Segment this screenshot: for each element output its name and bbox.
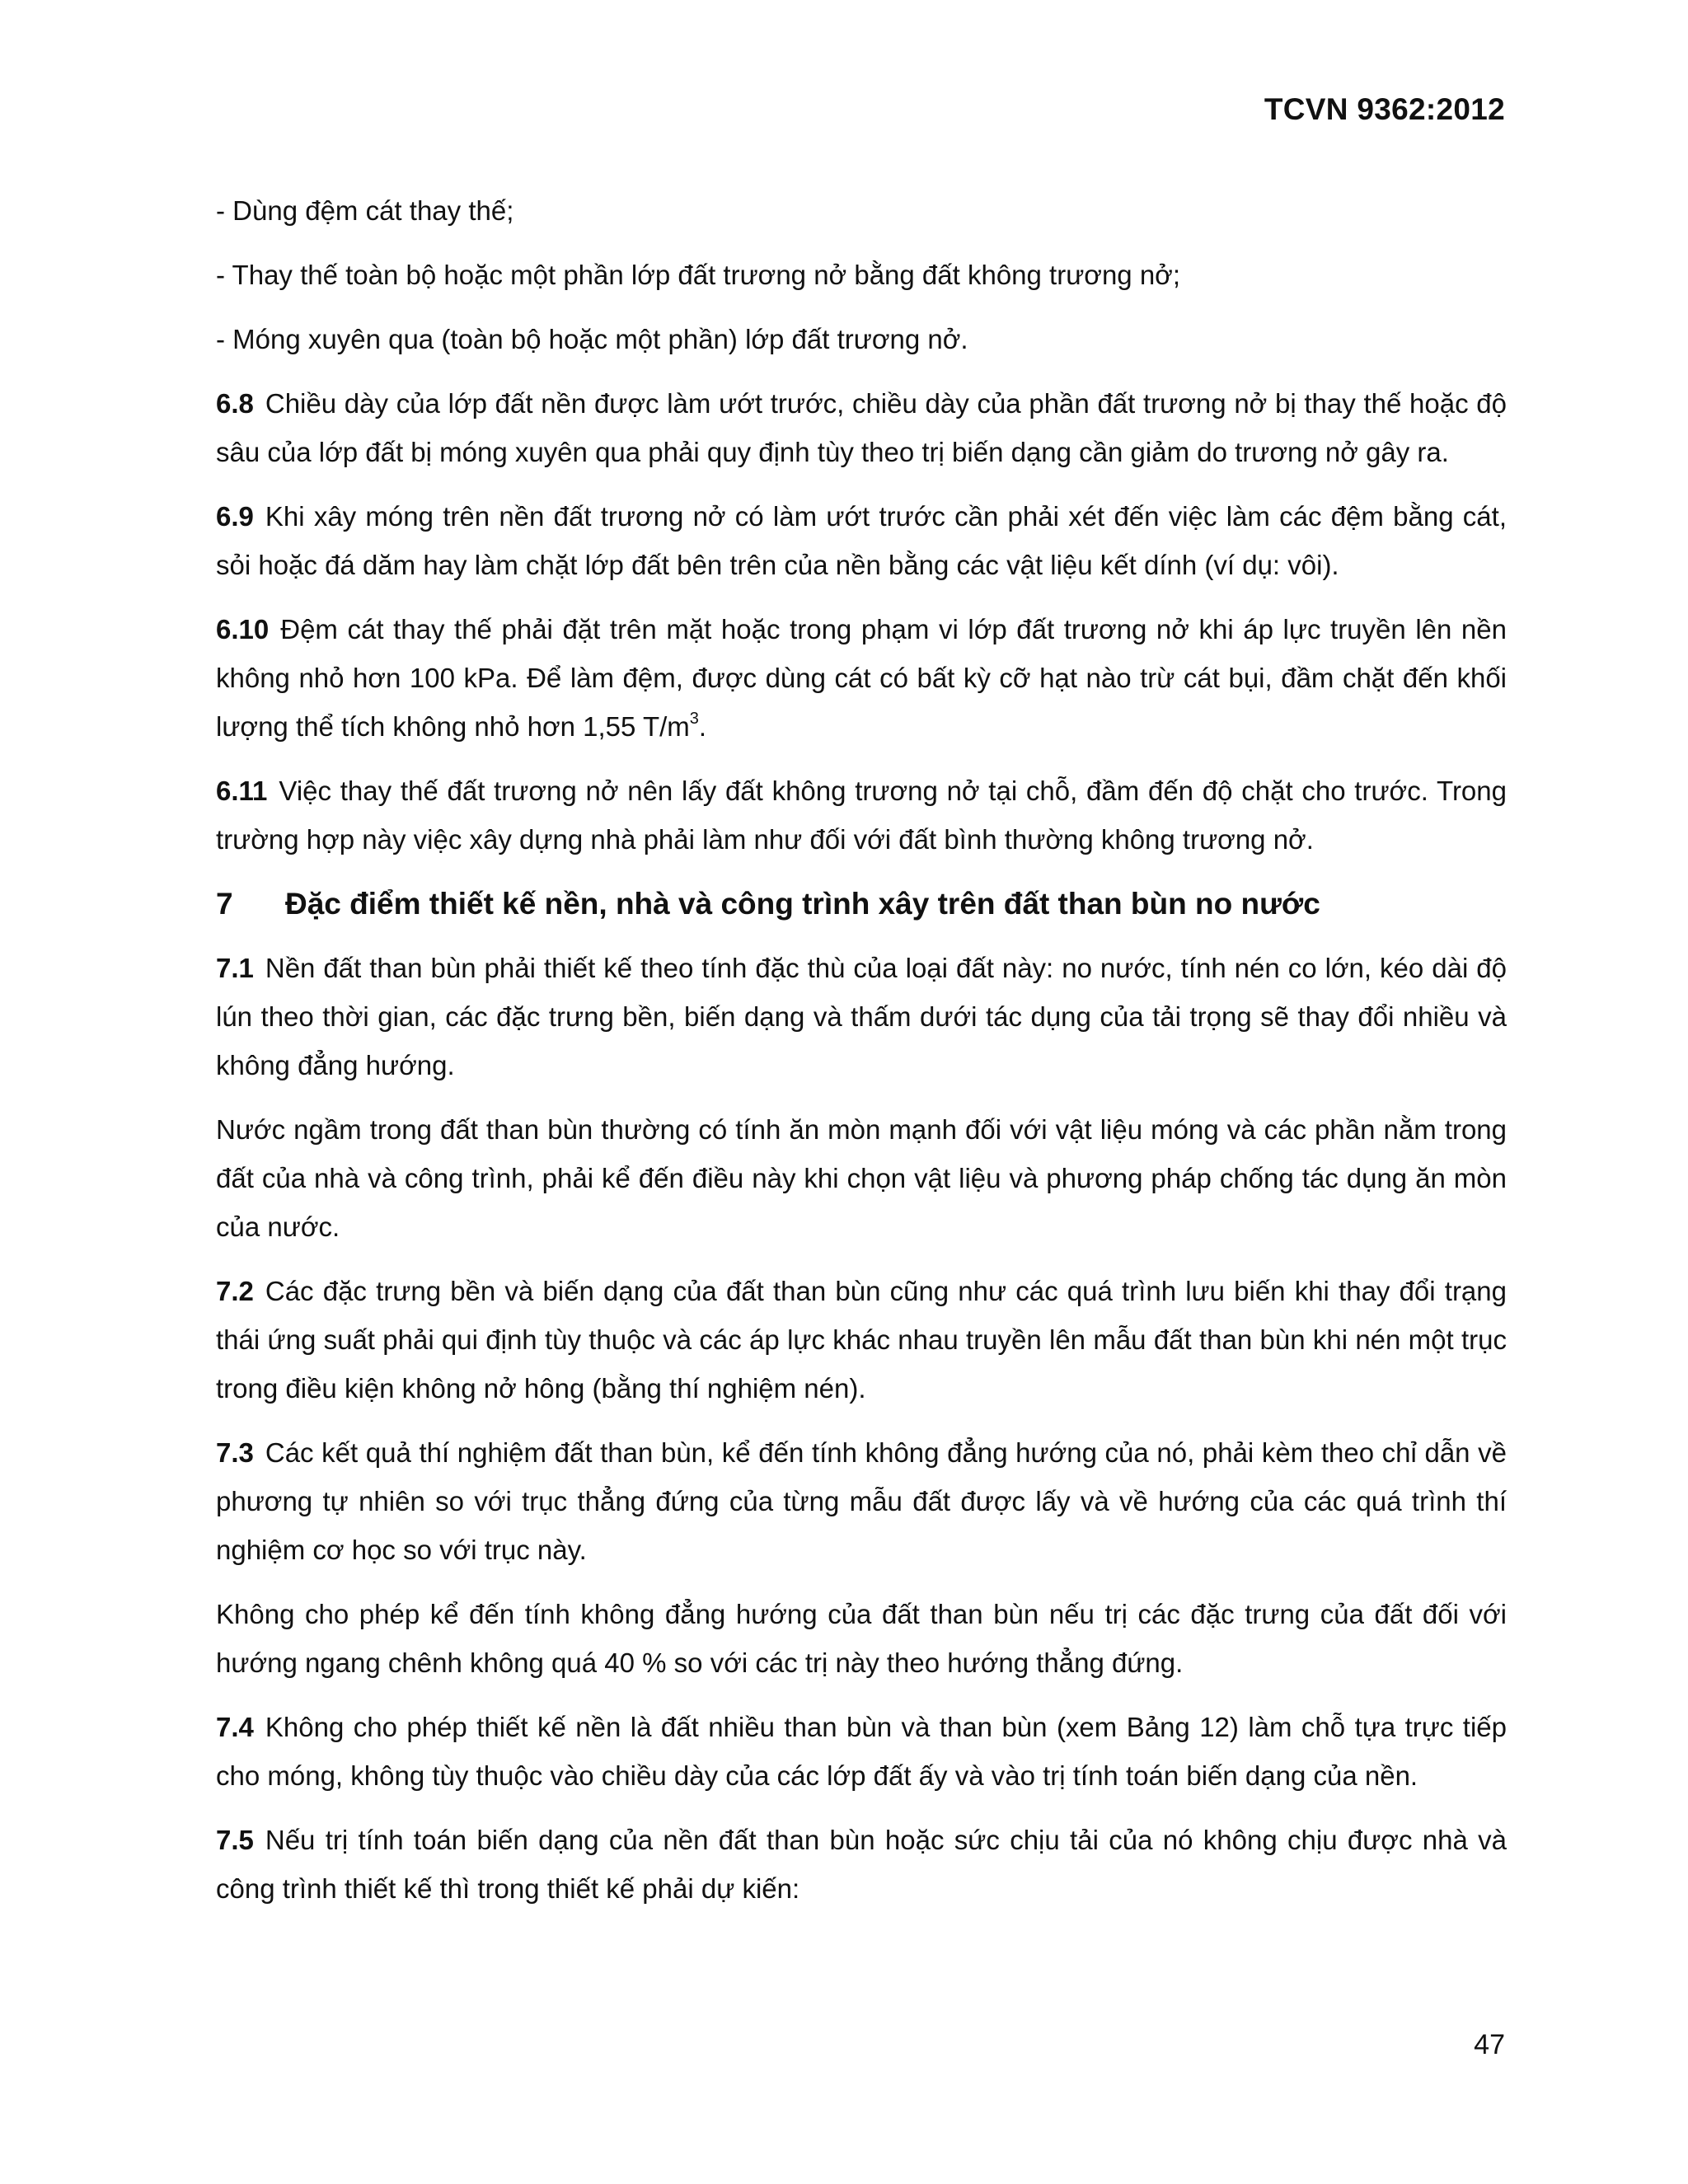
clause-end: . — [698, 711, 707, 742]
clause-7-4 — [216, 1703, 1507, 1800]
section-number: 7 — [216, 887, 233, 921]
clause-7-3 — [216, 1428, 1507, 1574]
clause-text: Các đặc trưng bền và biến dạng của đất than bùn cũng như các quá trình lưu biến khi thay đổi trạng thái ứng suất phải qui định tùy thuộc và các áp lực khác nhau truyền lên mẫu đất than bùn khi nén một trục trong điều kiện không nở hông (bằng thí nghiệm nén). — [216, 1276, 1507, 1404]
clause-text: Nếu trị tính toán biến dạng của nền đất than bùn hoặc sức chịu tải của nó không chịu được nhà và công trình thiết kế thì trong thiết kế phải dự kiến: — [216, 1825, 1507, 1904]
clause-text: Khi xây móng trên nền đất trương nở có làm ướt trước cần phải xét đến việc làm các đệm bằng cát, sỏi hoặc đá dăm hay làm chặt lớp đất bên trên của nền bằng các vật liệu kết dính (ví dụ: vôi). — [216, 501, 1507, 580]
clause-number: 7.1 — [216, 953, 254, 983]
paragraph-anisotropy: Không cho phép kể đến tính không đẳng hướng của đất than bùn nếu trị các đặc trưng của đất đối với hướng ngang chênh không quá 40 % so với các trị này theo hướng thẳng đứng. — [216, 1599, 1507, 1678]
clause-number: 6.10 — [216, 614, 270, 644]
clause-text: Nền đất than bùn phải thiết kế theo tính đặc thù của loại đất này: no nước, tính nén co lớn, kéo dài độ lún theo thời gian, các đặc trưng bền, biến dạng và thấm dưới tác dụng của tải trọng sẽ thay đổi nhiều và không đẳng hướng. — [216, 953, 1507, 1080]
clause-6-8 — [216, 379, 1507, 476]
section-title: Đặc điểm thiết kế nền, nhà và công trình xây trên đất than bùn no nước — [285, 887, 1320, 921]
clause-text: Đệm cát thay thế phải đặt trên mặt hoặc trong phạm vi lớp đất trương nở khi áp lực truyền lên nền không nhỏ hơn 100 kPa. Để làm đệm, được dùng cát có bất kỳ cỡ hạt nào trừ cát bụi, đầm chặt đến khối lượng thể tích không nhỏ hơn 1,55 T/m — [216, 614, 1507, 742]
clause-6-10 — [216, 605, 1507, 751]
unit-superscript: 3 — [689, 710, 699, 728]
clause-number: 7.5 — [216, 1825, 254, 1855]
bullet-soil-replacement: - Thay thế toàn bộ hoặc một phần lớp đất trương nở bằng đất không trương nở; — [216, 260, 1180, 290]
clause-number: 7.4 — [216, 1712, 254, 1742]
clause-number: 6.8 — [216, 388, 254, 419]
clause-7-5 — [216, 1816, 1507, 1913]
clause-6-11 — [216, 766, 1507, 864]
clause-text: Việc thay thế đất trương nở nên lấy đất không trương nở tại chỗ, đầm đến độ chặt cho trước. Trong trường hợp này việc xây dựng nhà phải làm như đối với đất bình thường không trương nở. — [216, 776, 1507, 855]
clause-number: 6.9 — [216, 501, 254, 532]
clause-text: Chiều dày của lớp đất nền được làm ướt trước, chiều dày của phần đất trương nở bị thay thế hoặc độ sâu của lớp đất bị móng xuyên qua phải quy định tùy theo trị biến dạng cần giảm do trương nở gây ra. — [216, 388, 1507, 467]
clause-number: 6.11 — [216, 776, 268, 806]
section-7-heading — [216, 879, 1507, 928]
clause-6-9 — [216, 492, 1507, 589]
clause-7-2 — [216, 1267, 1507, 1413]
bullet-through-foundation: - Móng xuyên qua (toàn bộ hoặc một phần) lớp đất trương nở. — [216, 324, 968, 354]
page-body — [216, 186, 1507, 1929]
page-number: 47 — [1474, 2029, 1505, 2060]
clause-text: Các kết quả thí nghiệm đất than bùn, kể đến tính không đẳng hướng của nó, phải kèm theo chỉ dẫn về phương tự nhiên so với trục thẳng đứng của từng mẫu đất được lấy và về hướng của các quá trình thí nghiệm cơ học so với trục này. — [216, 1437, 1507, 1565]
bullet-sand-cushion: - Dùng đệm cát thay thế; — [216, 195, 514, 226]
clause-text: Không cho phép thiết kế nền là đất nhiều than bùn và than bùn (xem Bảng 12) làm chỗ tựa trực tiếp cho móng, không tùy thuộc vào chiều dày của các lớp đất ấy và vào trị tính toán biến dạng của nền. — [216, 1712, 1507, 1791]
clause-number: 7.2 — [216, 1276, 254, 1306]
paragraph-groundwater: Nước ngầm trong đất than bùn thường có tính ăn mòn mạnh đối với vật liệu móng và các phần nằm trong đất của nhà và công trình, phải kể đến điều này khi chọn vật liệu và phương pháp chống tác dụng ăn mòn của nước. — [216, 1114, 1507, 1242]
clause-7-1 — [216, 944, 1507, 1090]
standard-code-header: TCVN 9362:2012 — [1264, 92, 1505, 126]
clause-number: 7.3 — [216, 1437, 254, 1468]
